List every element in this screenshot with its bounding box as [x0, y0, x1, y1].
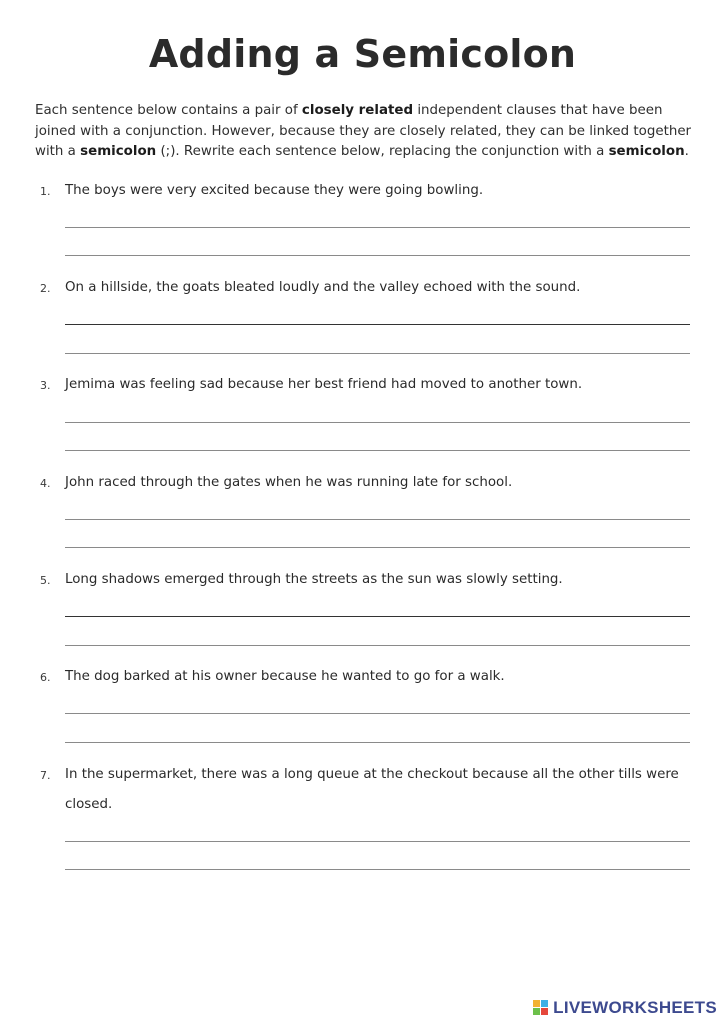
question-number: 5. [40, 574, 51, 587]
page-title: Adding a Semicolon [148, 32, 577, 76]
liveworksheets-logo-icon [533, 1000, 549, 1016]
question-text: Long shadows emerged through the streets as the sun was slowly setting. [65, 572, 563, 587]
question-number: 2. [40, 282, 51, 295]
intro-text-3: (;). Rewrite each sentence below, replacing the conjunction with a [156, 144, 609, 159]
answer-line-7b[interactable] [65, 869, 690, 870]
intro-bold-semicolon-2: semicolon [608, 144, 685, 159]
question-number: 3. [40, 379, 51, 392]
question-text: In the supermarket, there was a long queue at the checkout because all the other tills were closed. [65, 767, 679, 812]
answer-line-6a[interactable] [65, 713, 690, 714]
intro-text-2: independent clauses that have been joined with a conjunction. However, because they are closely related, they can be linked together with a [35, 103, 692, 159]
intro-text-1: Each sentence below contains a pair of [35, 103, 302, 118]
question-number: 6. [40, 671, 51, 684]
instructions [35, 101, 695, 163]
question-number: 1. [40, 185, 51, 198]
question-text: The boys were very excited because they were going bowling. [65, 183, 484, 198]
question-text: The dog barked at his owner because he wanted to go for a walk. [65, 669, 505, 684]
answer-line-5a[interactable] [65, 616, 690, 617]
question-number: 7. [40, 769, 51, 782]
intro-bold-semicolon: semicolon [80, 144, 157, 159]
answer-line-6b[interactable] [65, 742, 690, 743]
answer-line-1a[interactable] [65, 227, 690, 228]
answer-line-2b[interactable] [65, 353, 690, 354]
answer-line-4a[interactable] [65, 519, 690, 520]
intro-text-4: . [684, 144, 689, 159]
answer-line-7a[interactable] [65, 841, 690, 842]
answer-line-3a[interactable] [65, 422, 690, 423]
answer-line-5b[interactable] [65, 645, 690, 646]
intro-bold-closely-related: closely related [301, 103, 414, 118]
question-text: Jemima was feeling sad because her best friend had moved to another town. [65, 377, 583, 392]
liveworksheets-wordmark: LIVEWORKSHEETS [553, 998, 717, 1017]
answer-line-3b[interactable] [65, 450, 690, 451]
question-number: 4. [40, 477, 51, 490]
question-text: On a hillside, the goats bleated loudly and the valley echoed with the sound. [65, 280, 581, 295]
liveworksheets-logo [533, 997, 717, 1019]
question-text: John raced through the gates when he was running late for school. [65, 475, 513, 490]
answer-line-2a[interactable] [65, 324, 690, 325]
answer-line-4b[interactable] [65, 547, 690, 548]
answer-line-1b[interactable] [65, 255, 690, 256]
